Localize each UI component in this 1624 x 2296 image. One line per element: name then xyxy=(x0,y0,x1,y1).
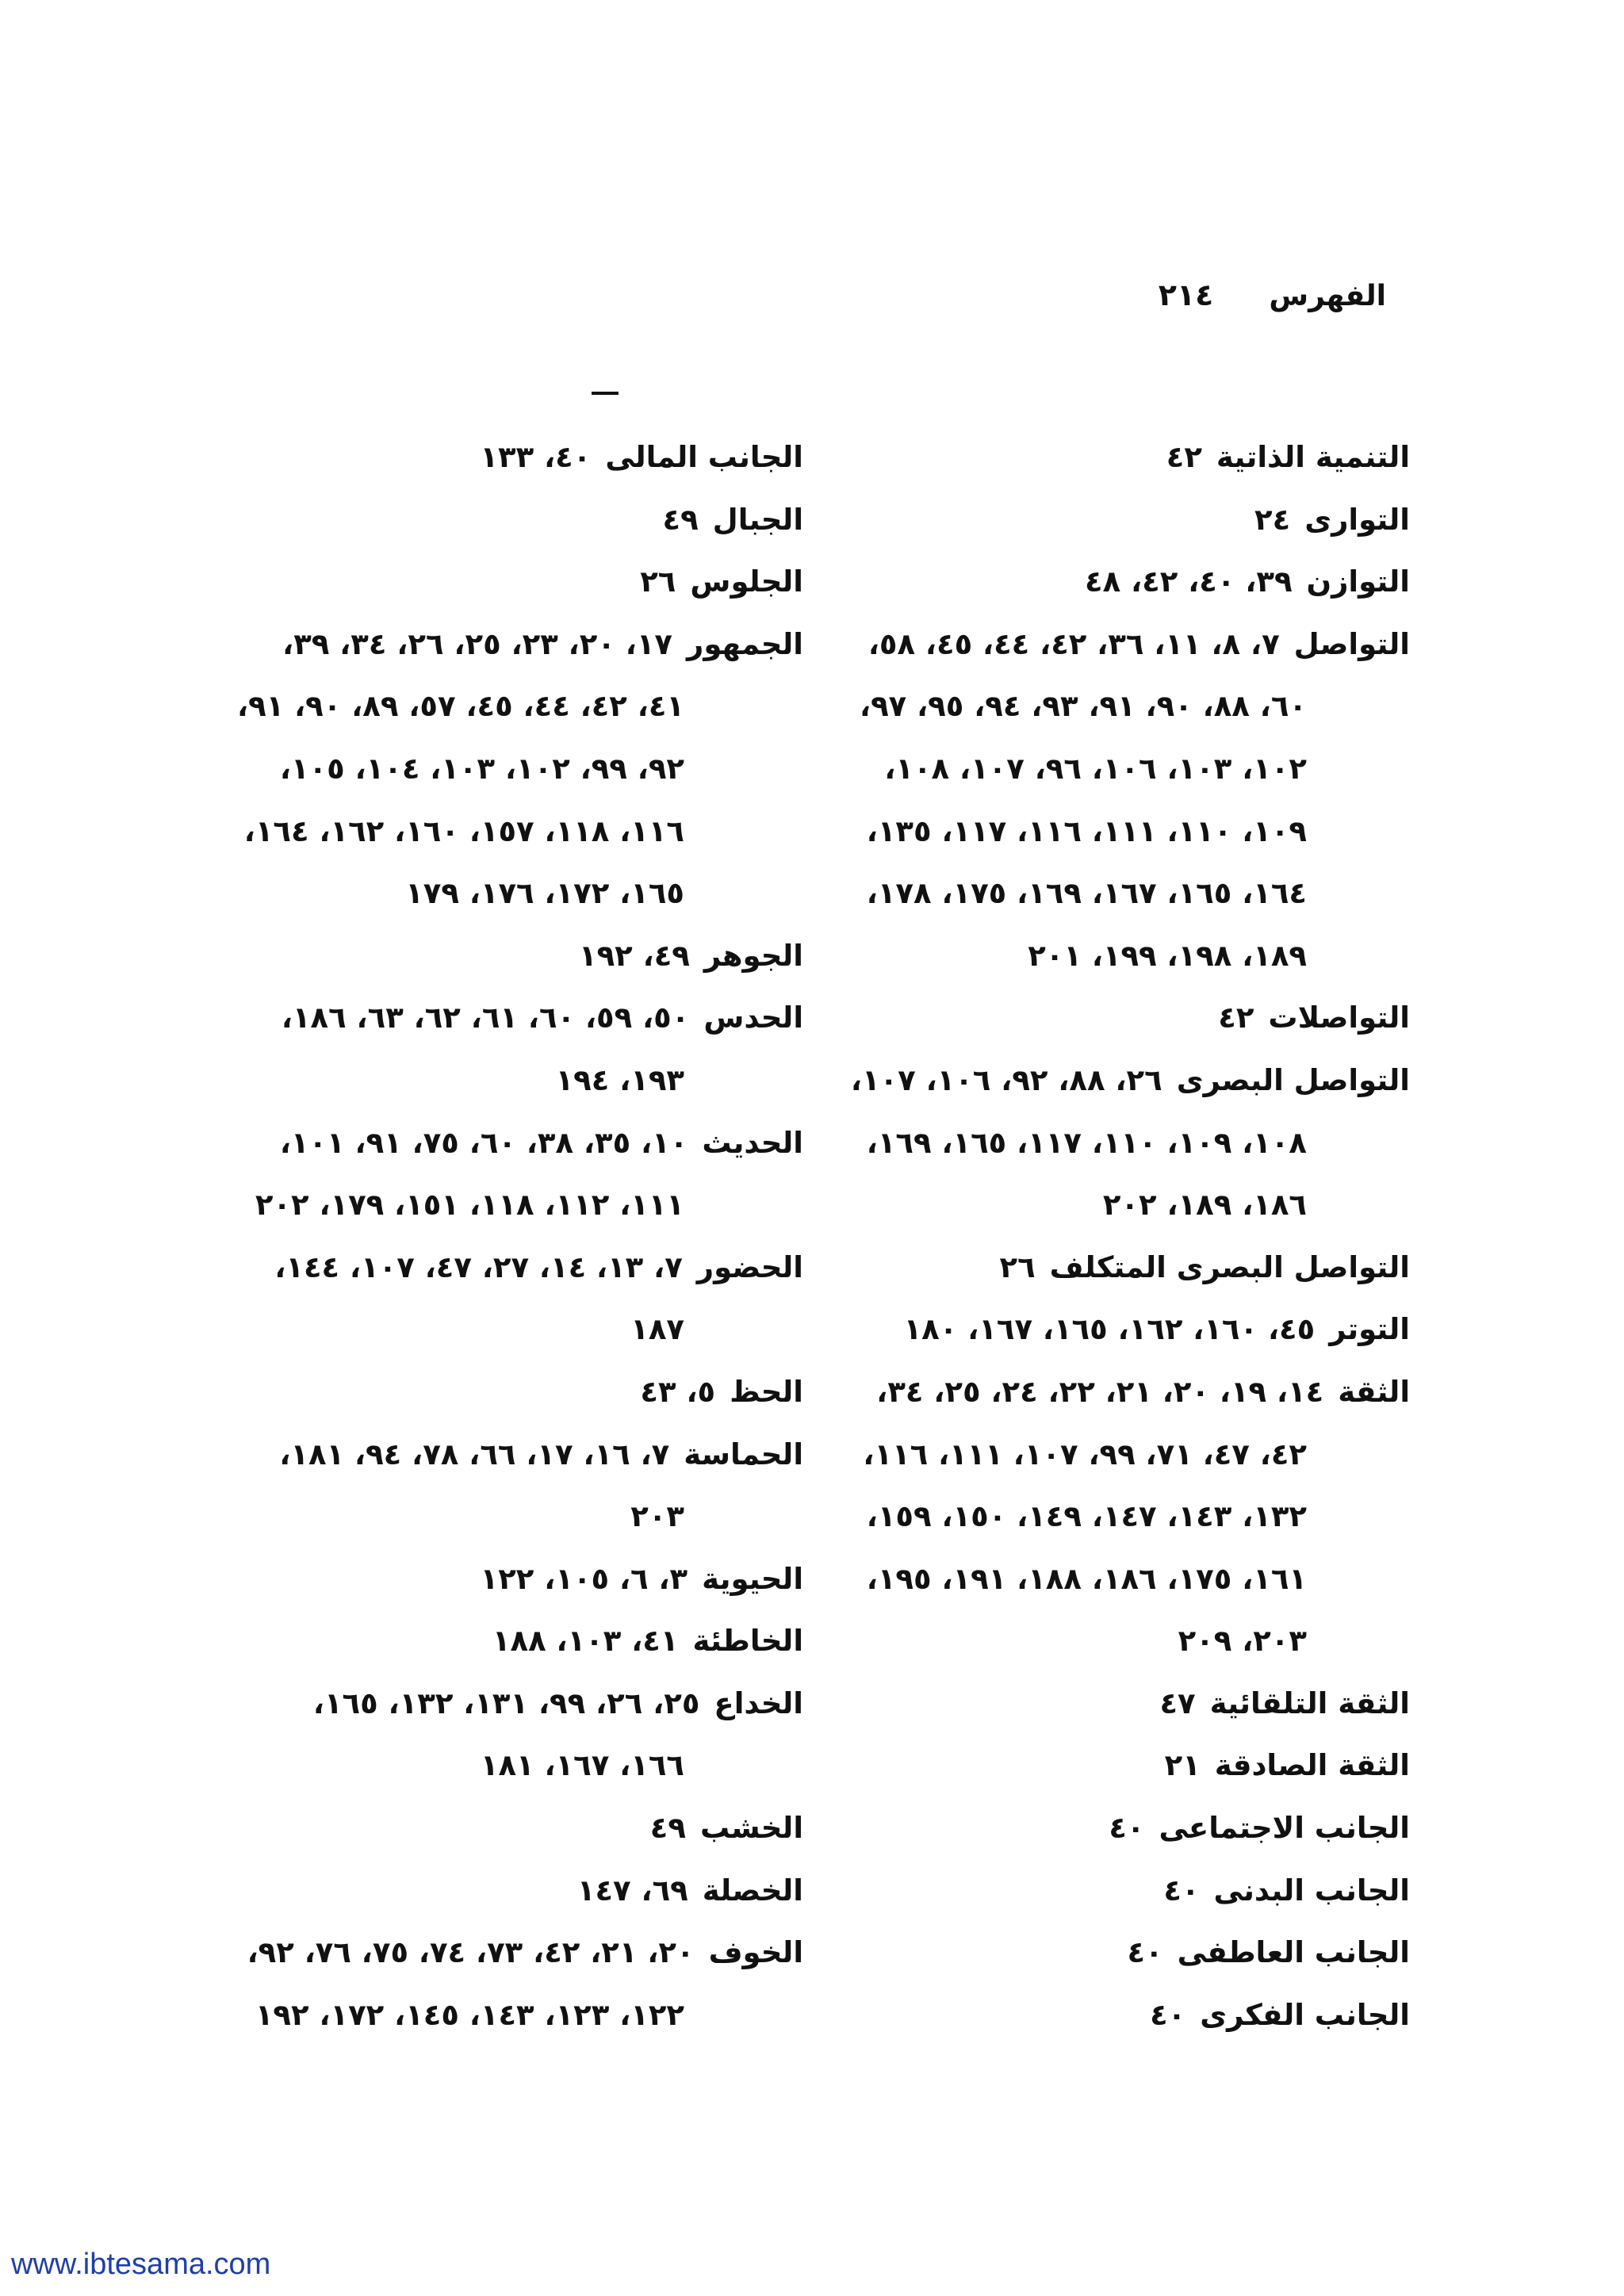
index-page-numbers: ٢٠، ٢١، ٤٢، ٧٣، ٧٤، ٧٥، ٧٦، ٩٢، xyxy=(247,1935,695,1970)
index-entry-continuation xyxy=(201,1984,803,2047)
index-page-numbers: ٤٧ xyxy=(1159,1686,1196,1720)
index-entry-continuation xyxy=(839,1486,1410,1548)
index-entry xyxy=(201,1548,803,1611)
index-term: الجانب العاطفى xyxy=(1177,1935,1410,1970)
index-page-numbers: ٥، ٤٣ xyxy=(640,1374,716,1409)
index-page-numbers: ٢٠٣، ٢٠٩ xyxy=(1178,1624,1307,1659)
index-page-numbers: ٦٠، ٨٨، ٩٠، ٩١، ٩٣، ٩٤، ٩٥، ٩٧، xyxy=(860,689,1307,724)
index-page-numbers: ١٠٨، ١٠٩، ١١٠، ١١٧، ١٦٥، ١٦٩، xyxy=(866,1125,1307,1160)
index-page-numbers: ٤٩، ١٩٢ xyxy=(579,938,690,973)
index-entry-continuation xyxy=(201,863,803,925)
index-term: التوارى xyxy=(1304,502,1410,537)
index-page-numbers: ٤٩ xyxy=(649,1811,686,1846)
index-page-numbers: ٤٠ xyxy=(1150,1997,1186,2032)
index-entry-continuation xyxy=(201,675,803,738)
index-entry xyxy=(201,1112,803,1175)
index-entry-continuation xyxy=(839,738,1410,801)
index-page-numbers: ٤٢ xyxy=(1218,1001,1254,1035)
index-entry-continuation xyxy=(201,1486,803,1548)
index-page-numbers: ١٦٦، ١٦٧، ١٨١ xyxy=(480,1748,684,1783)
index-entry xyxy=(201,1673,803,1735)
index-entry-continuation xyxy=(839,801,1410,863)
index-page-numbers: ٢٦، ٨٨، ٩٢، ١٠٦، ١٠٧، xyxy=(850,1062,1162,1097)
index-entry xyxy=(201,427,803,489)
index-term: الحيوية xyxy=(702,1561,803,1596)
index-page-numbers: ٤١، ٤٢، ٤٤، ٤٥، ٥٧، ٨٩، ٩٠، ٩١، xyxy=(237,689,684,724)
index-page-numbers: ٤٠، ١٣٣ xyxy=(480,440,592,474)
index-page-numbers: ١٦١، ١٧٥، ١٨٦، ١٨٨، ١٩١، ١٩٥، xyxy=(866,1561,1307,1596)
dash-mark xyxy=(592,392,619,395)
index-term: الثقة xyxy=(1338,1374,1410,1409)
index-term: التوازن xyxy=(1306,564,1410,599)
index-term: الجلوس xyxy=(690,564,803,599)
index-term: التواصل البصرى المتكلف xyxy=(1049,1249,1410,1284)
index-page-numbers: ١٣٢، ١٤٣، ١٤٧، ١٤٩، ١٥٠، ١٥٩، xyxy=(866,1499,1307,1534)
index-entry-continuation xyxy=(201,1299,803,1361)
index-term: الحديث xyxy=(702,1125,803,1160)
index-page-numbers: ١١٦، ١١٨، ١٥٧، ١٦٠، ١٦٢، ١٦٤، xyxy=(243,813,684,848)
index-page-numbers: ٦٩، ١٤٧ xyxy=(576,1873,688,1908)
index-page-numbers: ١٠، ٣٥، ٣٨، ٦٠، ٧٥، ٩١، ١٠١، xyxy=(279,1125,688,1160)
index-page-numbers: ١٧، ٢٠، ٢٣، ٢٥، ٢٦، ٣٤، ٣٩، xyxy=(282,626,673,661)
page-title: الفهرس xyxy=(1269,280,1386,312)
index-column-right xyxy=(839,427,1410,2046)
index-entry xyxy=(839,1922,1410,1984)
index-entry xyxy=(201,925,803,988)
index-page-numbers: ٢٠٣ xyxy=(630,1499,684,1534)
index-page-numbers: ٤١، ١٠٣، ١٨٨ xyxy=(492,1624,679,1659)
index-entry-continuation xyxy=(839,1174,1410,1237)
index-term: التواصل البصرى xyxy=(1176,1062,1410,1097)
index-term: الجانب الفكرى xyxy=(1200,1997,1410,2032)
index-term: الثقة التلقائية xyxy=(1209,1686,1410,1720)
index-page-numbers: ٤٩ xyxy=(662,502,699,537)
index-entry-continuation xyxy=(839,925,1410,988)
index-page-numbers: ٤٢، ٤٧، ٧١، ٩٩، ١٠٧، ١١١، ١١٦، xyxy=(863,1437,1307,1471)
index-entry-continuation xyxy=(839,863,1410,925)
index-page-numbers: ١٨٧ xyxy=(630,1312,684,1347)
index-term: الحدس xyxy=(703,1001,803,1035)
index-term: الحظ xyxy=(730,1374,803,1409)
index-entry xyxy=(201,1610,803,1673)
index-page-numbers: ٢٥، ٢٦، ٩٩، ١٣١، ١٣٢، ١٦٥، xyxy=(312,1686,700,1720)
index-page-numbers: ١٦٥، ١٧٢، ١٧٦، ١٧٩ xyxy=(405,876,684,911)
index-page-numbers: ١٩٣، ١٩٤ xyxy=(555,1062,684,1097)
index-entry xyxy=(839,1237,1410,1299)
index-entry-continuation xyxy=(839,1610,1410,1673)
index-term: الجانب البدنى xyxy=(1213,1873,1410,1908)
index-column-left xyxy=(201,427,803,2046)
index-page-numbers: ٤٠ xyxy=(1127,1935,1163,1970)
index-entry xyxy=(201,1922,803,1984)
index-term: الخشب xyxy=(699,1811,803,1846)
index-entry xyxy=(839,1050,1410,1112)
index-page-numbers: ٤٢ xyxy=(1166,440,1202,474)
index-page-numbers: ٩٢، ٩٩، ١٠٢، ١٠٣، ١٠٤، ١٠٥، xyxy=(279,751,684,786)
index-term: الخاطئة xyxy=(692,1624,803,1659)
index-entry xyxy=(201,614,803,676)
index-entry-continuation xyxy=(201,738,803,801)
index-term: الجانب الاجتماعى xyxy=(1159,1811,1410,1846)
index-entry xyxy=(839,1735,1410,1797)
index-page-numbers: ٢١ xyxy=(1164,1748,1201,1783)
index-page-numbers: ٣٩، ٤٠، ٤٢، ٤٨ xyxy=(1085,564,1293,599)
index-entry xyxy=(839,987,1410,1050)
index-entry xyxy=(839,1673,1410,1735)
footer-url[interactable]: www.ibtesama.com xyxy=(11,2248,271,2281)
index-entry xyxy=(839,1797,1410,1860)
index-term: التواصلات xyxy=(1268,1001,1410,1035)
page-number: ٢١٤ xyxy=(1158,277,1214,312)
index-term: الخداع xyxy=(714,1686,803,1720)
index-page-numbers: ٢٤ xyxy=(1254,502,1291,537)
index-term: الجانب المالى xyxy=(605,440,803,474)
index-entry xyxy=(839,1860,1410,1923)
index-entry xyxy=(201,1797,803,1860)
index-entry-continuation xyxy=(201,801,803,863)
index-entry-continuation xyxy=(839,675,1410,738)
index-term: التوتر xyxy=(1329,1312,1410,1347)
index-page-numbers: ٢٦ xyxy=(640,564,676,599)
index-entry xyxy=(201,1237,803,1299)
index-term: التواصل xyxy=(1293,626,1410,661)
index-entry xyxy=(201,489,803,552)
index-page-numbers: ٥٠، ٥٩، ٦٠، ٦١، ٦٢، ٦٣، ١٨٦، xyxy=(281,1001,690,1035)
index-entry-continuation xyxy=(201,1050,803,1112)
index-entry xyxy=(201,551,803,614)
index-entry xyxy=(839,1299,1410,1361)
index-entry xyxy=(201,1424,803,1487)
index-entry xyxy=(839,1361,1410,1424)
index-page-numbers: ٤٥، ١٦٠، ١٦٢، ١٦٥، ١٦٧، ١٨٠ xyxy=(903,1312,1316,1347)
index-page-numbers: ٢٦ xyxy=(999,1249,1036,1284)
index-entry xyxy=(201,987,803,1050)
index-page-numbers: ١٢٢، ١٢٣، ١٤٣، ١٤٥، ١٧٢، ١٩٢ xyxy=(255,1997,684,2032)
index-page-numbers: ٧، ١٣، ١٤، ٢٧، ٤٧، ١٠٧، ١٤٤، xyxy=(274,1249,683,1284)
index-term: الحضور xyxy=(696,1249,803,1284)
index-page-numbers: ٤٠ xyxy=(1109,1811,1145,1846)
index-page-numbers: ١٦٤، ١٦٥، ١٦٧، ١٦٩، ١٧٥، ١٧٨، xyxy=(866,876,1307,911)
index-term: الخصلة xyxy=(702,1873,803,1908)
index-entry xyxy=(201,1361,803,1424)
index-page-numbers: ١٤، ١٩، ٢٠، ٢١، ٢٢، ٢٤، ٢٥، ٣٤، xyxy=(876,1374,1324,1409)
index-term: الحماسة xyxy=(684,1437,803,1471)
index-page-numbers: ٧، ٨، ١١، ٣٦، ٤٢، ٤٤، ٤٥، ٥٨، xyxy=(868,626,1280,661)
index-entry xyxy=(839,1984,1410,2047)
index-page-numbers: ٤٠ xyxy=(1163,1873,1200,1908)
index-page-numbers: ٣، ٦، ١٠٥، ١٢٢ xyxy=(480,1561,688,1596)
index-page-numbers: ١١١، ١١٢، ١١٨، ١٥١، ١٧٩، ٢٠٢ xyxy=(255,1188,684,1223)
index-term: الجبال xyxy=(712,502,803,537)
index-entry xyxy=(839,551,1410,614)
index-term: الخوف xyxy=(708,1935,803,1970)
index-entry-continuation xyxy=(839,1424,1410,1487)
index-term: الثقة الصادقة xyxy=(1214,1748,1410,1783)
index-page-numbers: ١٨٦، ١٨٩، ٢٠٢ xyxy=(1102,1188,1307,1223)
index-entry-continuation xyxy=(201,1735,803,1797)
index-term: التنمية الذاتية xyxy=(1216,440,1410,474)
index-page-numbers: ٧، ١٦، ١٧، ٦٦، ٧٨، ٩٤، ١٨١، xyxy=(279,1437,670,1471)
index-entry xyxy=(201,1860,803,1923)
page-header xyxy=(1159,277,1386,312)
index-term: الجوهر xyxy=(703,938,803,973)
index-entry xyxy=(839,614,1410,676)
index-entry-continuation xyxy=(839,1548,1410,1611)
index-entry-continuation xyxy=(839,1112,1410,1175)
index-entry-continuation xyxy=(201,1174,803,1237)
index-entry xyxy=(839,427,1410,489)
index-entry xyxy=(839,489,1410,552)
index-page-numbers: ١٠٢، ١٠٣، ١٠٦، ٩٦، ١٠٧، ١٠٨، xyxy=(884,751,1307,786)
index-page-numbers: ١٠٩، ١١٠، ١١١، ١١٦، ١١٧، ١٣٥، xyxy=(866,813,1307,848)
index-page-numbers: ١٨٩، ١٩٨، ١٩٩، ٢٠١ xyxy=(1028,938,1307,973)
index-term: الجمهور xyxy=(687,626,803,661)
